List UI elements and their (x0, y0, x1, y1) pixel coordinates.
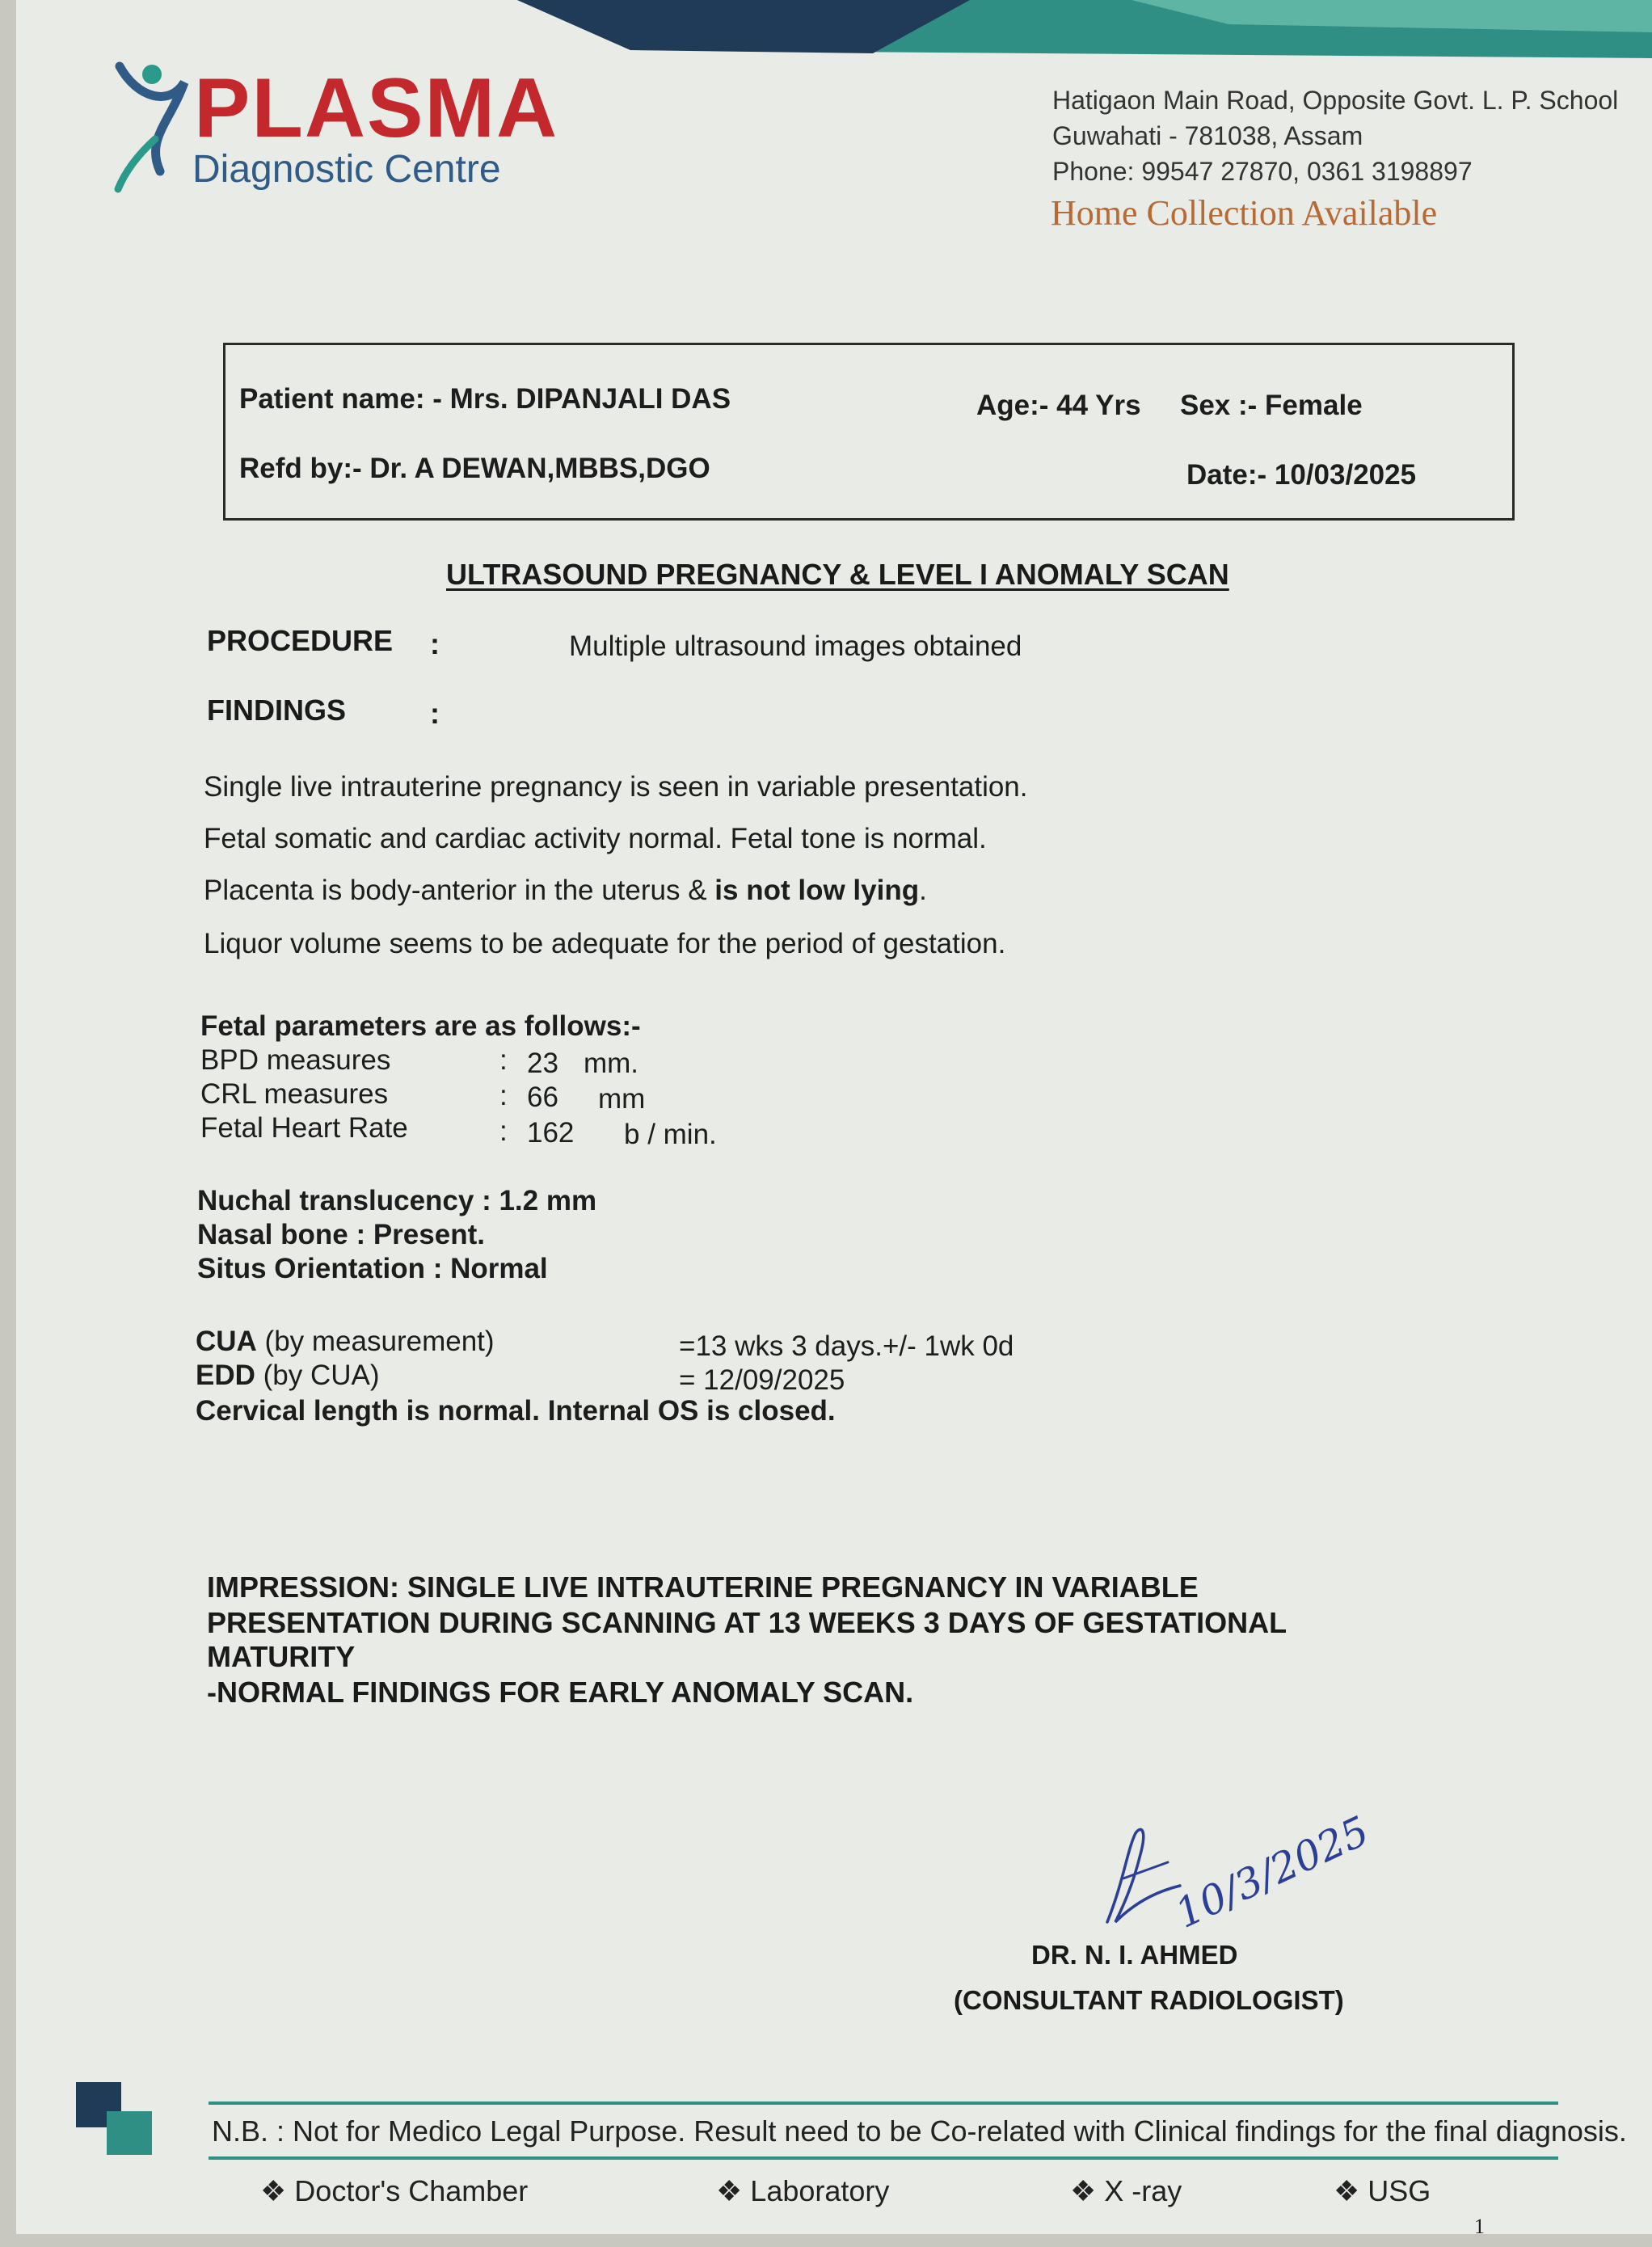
plasma-figure-icon (113, 50, 194, 196)
service-doctors-chamber (260, 2174, 528, 2208)
report-page (16, 0, 1652, 2238)
report-title: ULTRASOUND PREGNANCY & LEVEL I ANOMALY SCAN (446, 558, 1229, 591)
param-unit: mm. (584, 1048, 639, 1079)
finding-placenta (204, 875, 927, 907)
placenta-bold-text: is not low lying (714, 875, 920, 906)
param-unit: mm (598, 1083, 646, 1115)
report-date: Date:- 10/03/2025 (1186, 459, 1417, 491)
home-collection-text: Home Collection Available (1051, 193, 1438, 233)
patient-sex: Sex :- Female (1180, 390, 1363, 421)
referred-by: Refd by:- Dr. A DEWAN,MBBS,DGO (239, 453, 710, 484)
address-line-1: Hatigaon Main Road, Opposite Govt. L. P. School (1052, 86, 1619, 115)
param-label: Fetal Heart Rate (200, 1112, 408, 1144)
cua-label (196, 1326, 495, 1358)
footer-rule-bottom (209, 2156, 1558, 2160)
bullet-icon: ❖ (1070, 2174, 1097, 2207)
param-value: 162 (527, 1117, 575, 1149)
footer-rule-top (209, 2102, 1558, 2105)
procedure-colon: : (430, 627, 440, 660)
page-number: 1 (1474, 2215, 1485, 2238)
fetal-params-heading: Fetal parameters are as follows:- (200, 1010, 641, 1042)
footer-disclaimer: N.B. : Not for Medico Legal Purpose. Result need to be Co-related with Clinical findings for the final diagnosis. (212, 2114, 1627, 2148)
service-usg (1334, 2174, 1431, 2208)
phone-line: Phone: 99547 27870, 0361 3198897 (1052, 157, 1473, 186)
nasal-bone: Nasal bone : Present. (197, 1219, 485, 1250)
param-label: BPD measures (200, 1044, 391, 1076)
patient-info-box (223, 343, 1515, 521)
situs-orientation: Situs Orientation : Normal (197, 1253, 548, 1284)
doctor-role: (CONSULTANT RADIOLOGIST) (954, 1985, 1344, 2015)
signature-date: 10/3/2025 (1168, 1806, 1376, 1937)
doctor-name: DR. N. I. AHMED (1031, 1940, 1238, 1970)
param-value: 66 (527, 1081, 558, 1113)
cua-label-bold: CUA (196, 1326, 257, 1357)
impression-line-4: -NORMAL FINDINGS FOR EARLY ANOMALY SCAN. (207, 1676, 914, 1709)
edd-value: = 12/09/2025 (679, 1364, 845, 1396)
service-label: USG (1368, 2174, 1431, 2207)
logo-wordmark: PLASMA (194, 61, 559, 155)
placenta-text: Placenta is body-anterior in the uterus & (204, 875, 715, 906)
service-laboratory (716, 2174, 889, 2208)
procedure-label: PROCEDURE (207, 624, 394, 657)
edd-label-rest: (by CUA) (255, 1360, 380, 1391)
param-colon: : (499, 1044, 508, 1076)
edd-label (196, 1360, 380, 1392)
service-label: Laboratory (750, 2174, 890, 2207)
param-unit: b / min. (624, 1119, 717, 1150)
bullet-icon: ❖ (716, 2174, 743, 2207)
finding-line: Single live intrauterine pregnancy is seen in variable presentation. (204, 771, 1028, 803)
bullet-icon: ❖ (1334, 2174, 1360, 2207)
param-label: CRL measures (200, 1078, 389, 1110)
service-label: X -ray (1104, 2174, 1182, 2207)
handwritten-signature (1091, 1801, 1382, 1938)
patient-age: Age:- 44 Yrs (976, 390, 1141, 421)
patient-name: Patient name: - Mrs. DIPANJALI DAS (239, 383, 731, 415)
findings-colon: : (430, 697, 440, 730)
cervical-length: Cervical length is normal. Internal OS is closed. (196, 1395, 836, 1427)
finding-line: Liquor volume seems to be adequate for the period of gestation. (204, 928, 1006, 959)
service-label: Doctor's Chamber (294, 2174, 529, 2207)
edd-label-bold: EDD (196, 1360, 255, 1391)
logo-subtitle: Diagnostic Centre (192, 148, 501, 191)
findings-label: FINDINGS (207, 693, 347, 727)
param-value: 23 (527, 1048, 558, 1079)
impression-line-2: PRESENTATION DURING SCANNING AT 13 WEEKS 3 DAYS OF GESTATIONAL (207, 1606, 1287, 1639)
param-colon: : (499, 1080, 508, 1111)
bullet-icon: ❖ (260, 2174, 287, 2207)
cua-label-rest: (by measurement) (256, 1326, 495, 1357)
footer-square-teal (107, 2111, 152, 2155)
impression-line-3: MATURITY (207, 1640, 356, 1673)
service-xray (1070, 2174, 1182, 2208)
placenta-end: . (919, 875, 927, 906)
finding-line: Fetal somatic and cardiac activity normal. Fetal tone is normal. (204, 823, 987, 854)
cua-value: =13 wks 3 days.+/- 1wk 0d (679, 1330, 1014, 1362)
procedure-value: Multiple ultrasound images obtained (569, 630, 1022, 662)
address-line-2: Guwahati - 781038, Assam (1052, 121, 1363, 150)
param-colon: : (499, 1115, 508, 1147)
impression-line-1: IMPRESSION: SINGLE LIVE INTRAUTERINE PREGNANCY IN VARIABLE (207, 1570, 1199, 1604)
nuchal-translucency: Nuchal translucency : 1.2 mm (197, 1185, 597, 1216)
